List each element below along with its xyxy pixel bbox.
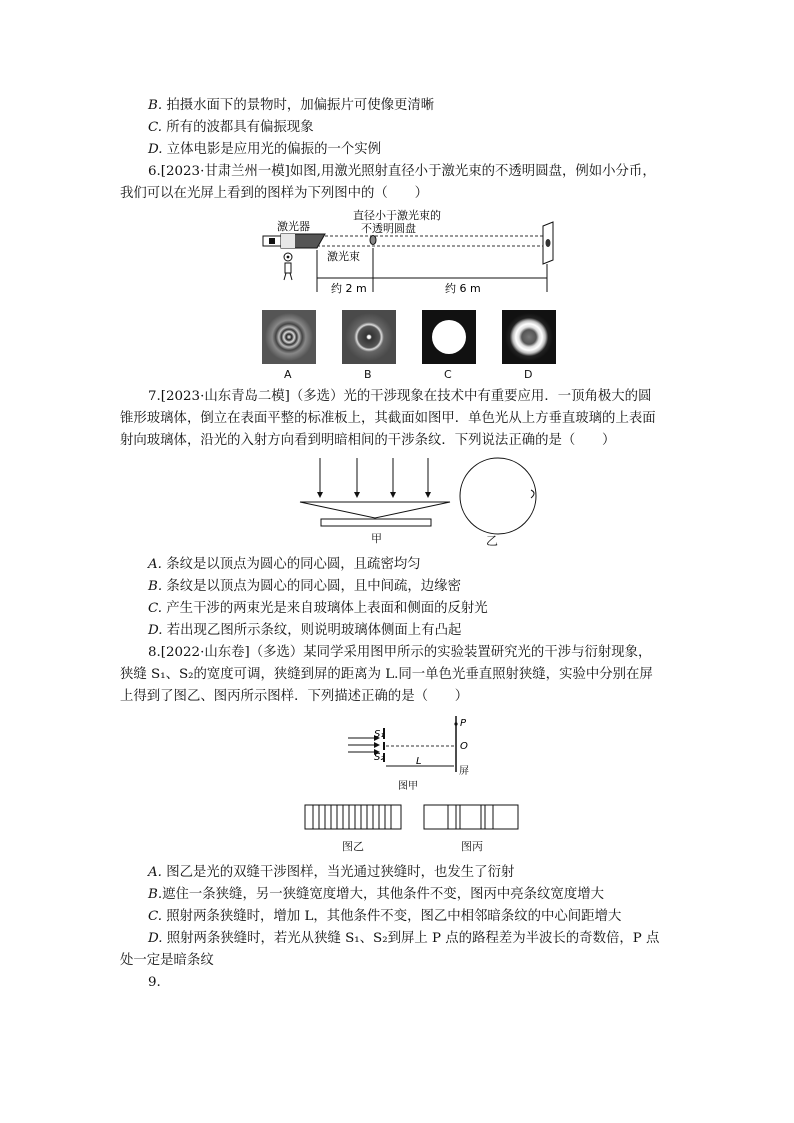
point-p — [454, 722, 457, 725]
option-text: 条纹是以顶点为圆心的同心圆，且中间疏，边缘密 — [166, 579, 461, 594]
pattern-d-rings — [505, 313, 553, 361]
pattern-label-c: C — [444, 368, 452, 381]
option-letter: C. — [148, 120, 163, 135]
option-letter: C. — [148, 601, 163, 616]
q6-stem-line1: 6.[2023·甘肃兰州一模]如图,用激光照射直径小于激光束的不透明圆盘，例如小分币， — [148, 164, 656, 179]
beam-label: 激光束 — [327, 250, 360, 263]
option-text: 条纹是以顶点为圆心的同心圆，且疏密均匀 — [166, 557, 421, 572]
dist1-label: 约 2 m — [331, 282, 367, 295]
q8-option-a — [148, 864, 514, 882]
q5-option-c — [148, 119, 314, 137]
q5-option-b — [148, 97, 434, 115]
option-text: 遮住一条狭缝，另一狭缝宽度增大，其他条件不变，图丙中亮条纹宽度增大 — [162, 887, 604, 902]
option-letter: B. — [148, 887, 163, 902]
q7-stem-line2: 锥形玻璃体，倒立在表面平整的标准板上，其截面如图甲．单色光从上方垂直玻璃的上表面 — [120, 411, 656, 426]
screen-spot — [546, 239, 551, 247]
option-letter: B. — [148, 579, 163, 594]
pattern-c-disk — [432, 320, 466, 354]
disk-label-line1: 直径小于激光束的 — [353, 209, 441, 222]
laser-head-light — [281, 234, 295, 248]
laser-label: 激光器 — [277, 220, 310, 233]
pattern-label-a: A — [284, 368, 292, 381]
q7-option-a — [148, 556, 421, 574]
option-text: 照射两条狭缝时，若光从狭缝 S₁、S₂到屏上 P 点的路程差为半波长的奇数倍，P 点 — [166, 931, 660, 946]
arrow-head — [317, 492, 323, 498]
point-o-label: O — [460, 741, 468, 752]
q7-stem-line3: 射向玻璃体，沿光的入射方向看到明暗相间的干涉条纹．下列说法正确的是（ ） — [120, 433, 616, 448]
q7-option-b — [148, 578, 461, 596]
option-text: 若出现乙图所示条纹，则说明玻璃体侧面上有凸起 — [166, 623, 462, 638]
observer-eye — [287, 256, 290, 259]
option-letter: D. — [148, 623, 163, 638]
glass-cone-section — [300, 502, 450, 518]
q8-stem-line3: 上得到了图乙、图丙所示图样．下列描述正确的是（ ） — [120, 689, 469, 704]
dist2-label: 约 6 m — [445, 282, 481, 295]
point-p-label: P — [460, 718, 467, 729]
q8-stem-line1: 8.[2022·山东卷]（多选）某同学采用图甲所示的实验装置研究光的干涉与衍射现象， — [148, 645, 652, 660]
q7-option-c — [148, 600, 488, 618]
pattern-bing-box — [424, 805, 518, 829]
option-text: 产生干涉的两束光是来自玻璃体上表面和侧面的反射光 — [166, 601, 488, 616]
option-text: 所有的波都具有偏振现象 — [166, 120, 314, 135]
laser-aperture — [269, 238, 275, 244]
fig-label-yi: 乙 — [486, 534, 499, 548]
q6-stem-line2: 我们可以在光屏上看到的图样为下列图中的（ ） — [120, 186, 428, 201]
arrow-head — [374, 742, 380, 748]
q8-option-d — [148, 930, 659, 948]
option-letter: A. — [148, 557, 162, 572]
q8-option-c — [148, 908, 621, 926]
fig-label-jia: 甲 — [371, 532, 382, 545]
fig-caption-jia: 图甲 — [398, 781, 418, 792]
fig-caption-yi: 图乙 — [342, 840, 364, 853]
observer-body-icon — [285, 263, 291, 273]
pattern-label-b: B — [364, 368, 372, 381]
arrow-head — [354, 492, 360, 498]
q8-option-b — [148, 886, 604, 904]
q7-option-d — [148, 622, 461, 640]
distance-l-label: L — [416, 756, 422, 767]
pattern-a-rings — [265, 313, 313, 361]
option-text: 拍摄水面下的景物时，加偏振片可使像更清晰 — [166, 98, 435, 113]
q9-label: 9. — [148, 975, 161, 990]
arrow-head — [390, 492, 396, 498]
disk-label-line2: 不透明圆盘 — [361, 222, 416, 235]
option-letter: A. — [148, 865, 162, 880]
fig-caption-bing: 图丙 — [461, 840, 483, 853]
screen-label: 屏 — [459, 766, 469, 777]
q6-pattern-images — [262, 310, 562, 366]
pattern-label-d: D — [524, 368, 533, 381]
observer-leg — [284, 273, 286, 280]
q8-option-d-cont: 处一定是暗条纹 — [120, 953, 214, 968]
option-text: 立体电影是应用光的偏振的一个实例 — [166, 142, 382, 157]
q7-stem-line1: 7.[2023·山东青岛二模]（多选）光的干涉现象在技术中有重要应用．一顶角极大的圆 — [148, 389, 652, 404]
pattern-b-rings — [345, 313, 393, 361]
option-letter: D. — [148, 931, 163, 946]
option-text: 照射两条狭缝时，增加 L，其他条件不变，图乙中相邻暗条纹的中心间距增大 — [166, 909, 622, 924]
q8-slit-setup-diagram — [340, 712, 490, 794]
q7-cone-diagram — [295, 456, 555, 548]
q5-option-d — [148, 141, 381, 159]
arrow-head — [425, 492, 431, 498]
option-letter: D. — [148, 142, 163, 157]
option-text: 图乙是光的双缝干涉图样，当光通过狭缝时，也发生了衍射 — [166, 865, 515, 880]
fringe-circle-yi — [460, 458, 536, 534]
q8-stem-line2: 狭缝 S₁、S₂的宽度可调，狭缝到屏的距离为 L.同一单色光垂直照射狭缝，实验中分别在屏 — [120, 667, 653, 682]
standard-plate — [321, 519, 431, 526]
opaque-disk — [370, 236, 376, 245]
option-letter: B. — [148, 98, 163, 113]
option-letter: C. — [148, 909, 163, 924]
observer-leg — [290, 273, 292, 280]
slit-s1-label: S₁ — [374, 729, 385, 740]
q8-fringe-patterns — [304, 804, 524, 830]
q6-laser-setup-diagram — [255, 208, 565, 298]
slit-s2-label: S₂ — [374, 752, 385, 763]
